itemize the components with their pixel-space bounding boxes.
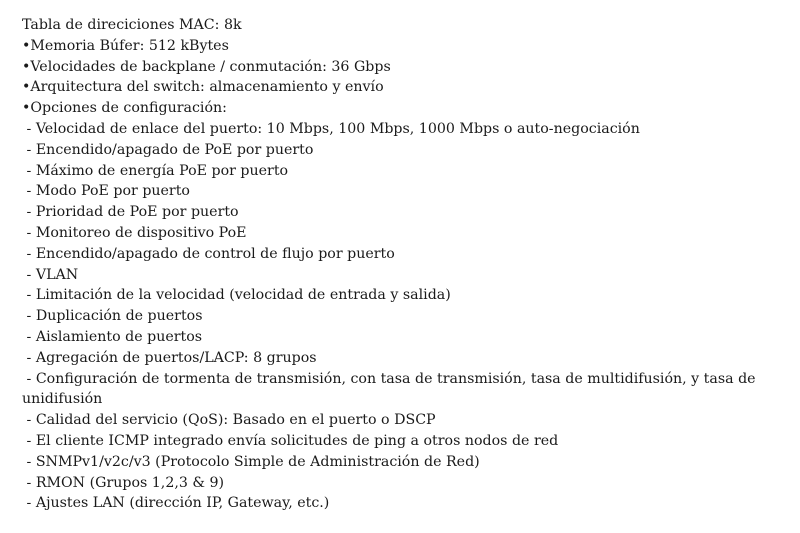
spec-document [22,15,782,514]
config-option-vlan: - VLAN [22,266,79,283]
config-option-storm-control: - Configuración de tormenta de transmisión, con tasa de transmisión, tasa de multidifusión, y tasa de unidifusión [22,370,761,408]
config-option-flow-control: - Encendido/apagado de control de flujo por puerto [22,245,395,262]
config-option-rmon: - RMON (Grupos 1,2,3 & 9) [22,474,225,491]
spec-line-backplane-speed: •Velocidades de backplane / conmutación: 36 Gbps [22,58,391,75]
config-option-port-isolation: - Aislamiento de puertos [22,328,203,345]
spec-line-mac-table: Tabla de direciciones MAC: 8k [22,17,242,33]
config-option-qos: - Calidad del servicio (QoS): Basado en el puerto o DSCP [22,412,436,429]
config-option-icmp-client: - El cliente ICMP integrado envía solicitudes de ping a otros nodos de red [22,432,559,449]
config-option-link-speed: - Velocidad de enlace del puerto: 10 Mbps, 100 Mbps, 1000 Mbps o auto-negociación [22,120,640,137]
config-option-poe-mode: - Modo PoE por puerto [22,183,190,200]
spec-line-config-options-heading: •Opciones de configuración: [22,100,227,117]
config-option-poe-max-power: - Máximo de energía PoE por puerto [22,162,289,179]
config-option-port-mirroring: - Duplicación de puertos [22,308,203,325]
config-option-poe-priority: - Prioridad de PoE por puerto [22,204,239,221]
config-option-rate-limiting: - Limitación de la velocidad (velocidad de entrada y salida) [22,287,451,304]
config-option-lan-settings: - Ajustes LAN (dirección IP, Gateway, etc.) [22,495,330,512]
config-option-snmp: - SNMPv1/v2c/v3 (Protocolo Simple de Administración de Red) [22,453,480,470]
config-option-link-aggregation: - Agregación de puertos/LACP: 8 grupos [22,349,317,366]
spec-line-switch-architecture: •Arquitectura del switch: almacenamiento y envío [22,79,384,96]
config-option-poe-on-off: - Encendido/apagado de PoE por puerto [22,141,314,158]
spec-line-buffer-memory: •Memoria Búfer: 512 kBytes [22,37,229,54]
config-option-poe-monitoring: - Monitoreo de dispositivo PoE [22,224,247,241]
